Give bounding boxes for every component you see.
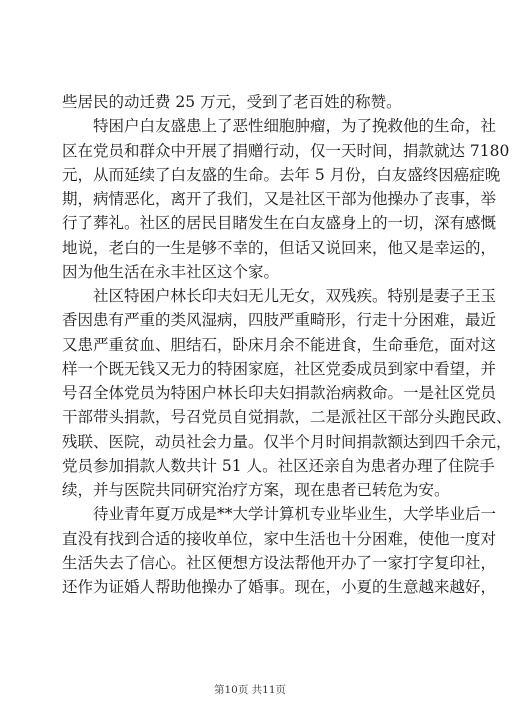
text-line: 干部带头捐款，号召党员自觉捐款，二是派社区干部分头跑民政、 xyxy=(62,408,512,427)
text-line: 香因患有严重的类风湿病，四肢严重畸形，行走十分困难，最近 xyxy=(62,311,497,330)
text-line: 特困户白友盛患上了恶性细胞肿瘤，为了挽救他的生命，社 xyxy=(93,117,497,136)
text-line: 直没有找到合适的接收单位，家中生活也十分困难，使他一度对 xyxy=(62,529,497,548)
text-line: 号召全体党员为特困户林长印夫妇捐款治病救命。一是社区党员 xyxy=(62,384,497,402)
paragraph xyxy=(62,284,512,502)
text-line: 期，病情恶化，离开了我们，又是社区干部为他操办了丧事，举 xyxy=(62,190,497,208)
text-line: 区在党员和群众中开展了捐赠行动，仅一天时间，捐款就达 7180 xyxy=(62,141,510,160)
text-line: 待业青年夏万成是**大学计算机专业毕业生，大学毕业后一 xyxy=(93,505,497,524)
paragraph xyxy=(62,502,497,599)
text-line: 地说，老白的一生是够不幸的，但话又说回来，他又是幸运的， xyxy=(62,238,497,257)
body-text xyxy=(62,90,512,599)
paragraph xyxy=(62,114,510,284)
text-line: 元，从而延续了白友盛的生命。去年 5 月份，白友盛终因癌症晚 xyxy=(62,165,501,184)
text-line: 些居民的动迁费 25 万元，受到了老百姓的称赞。 xyxy=(62,93,402,111)
text-line: 又患严重贫血、胆结石，卧床月余不能进食，生命垂危，面对这 xyxy=(62,335,497,354)
text-line: 社区特困户林长印夫妇无儿无女，双残疾。特别是妻子王玉 xyxy=(93,287,497,305)
text-line: 残联、医院，动员社会力量。仅半个月时间捐款额达到四千余元， xyxy=(62,432,512,451)
page-footer: 第10页 共11页 xyxy=(213,684,287,696)
text-line: 党员参加捐款人数共计 51 人。社区还亲自为患者办理了住院手 xyxy=(62,456,495,475)
text-line: 续，并与医院共同研究治疗方案，现在患者已转危为安。 xyxy=(62,481,450,499)
text-line: 生活失去了信心。社区便想方设法帮他开办了一家打字复印社， xyxy=(62,553,497,572)
text-line: 样一个既无钱又无力的特困家庭，社区党委成员到家中看望，并 xyxy=(62,359,497,378)
text-line: 行了葬礼。社区的居民目睹发生在白友盛身上的一切，深有感慨 xyxy=(62,214,497,233)
paragraph xyxy=(62,90,438,114)
text-line: 因为他生活在永丰社区这个家。 xyxy=(62,262,280,281)
text-line: 还作为证婚人帮助他操办了婚事。现在，小夏的生意越来越好， xyxy=(62,578,497,596)
